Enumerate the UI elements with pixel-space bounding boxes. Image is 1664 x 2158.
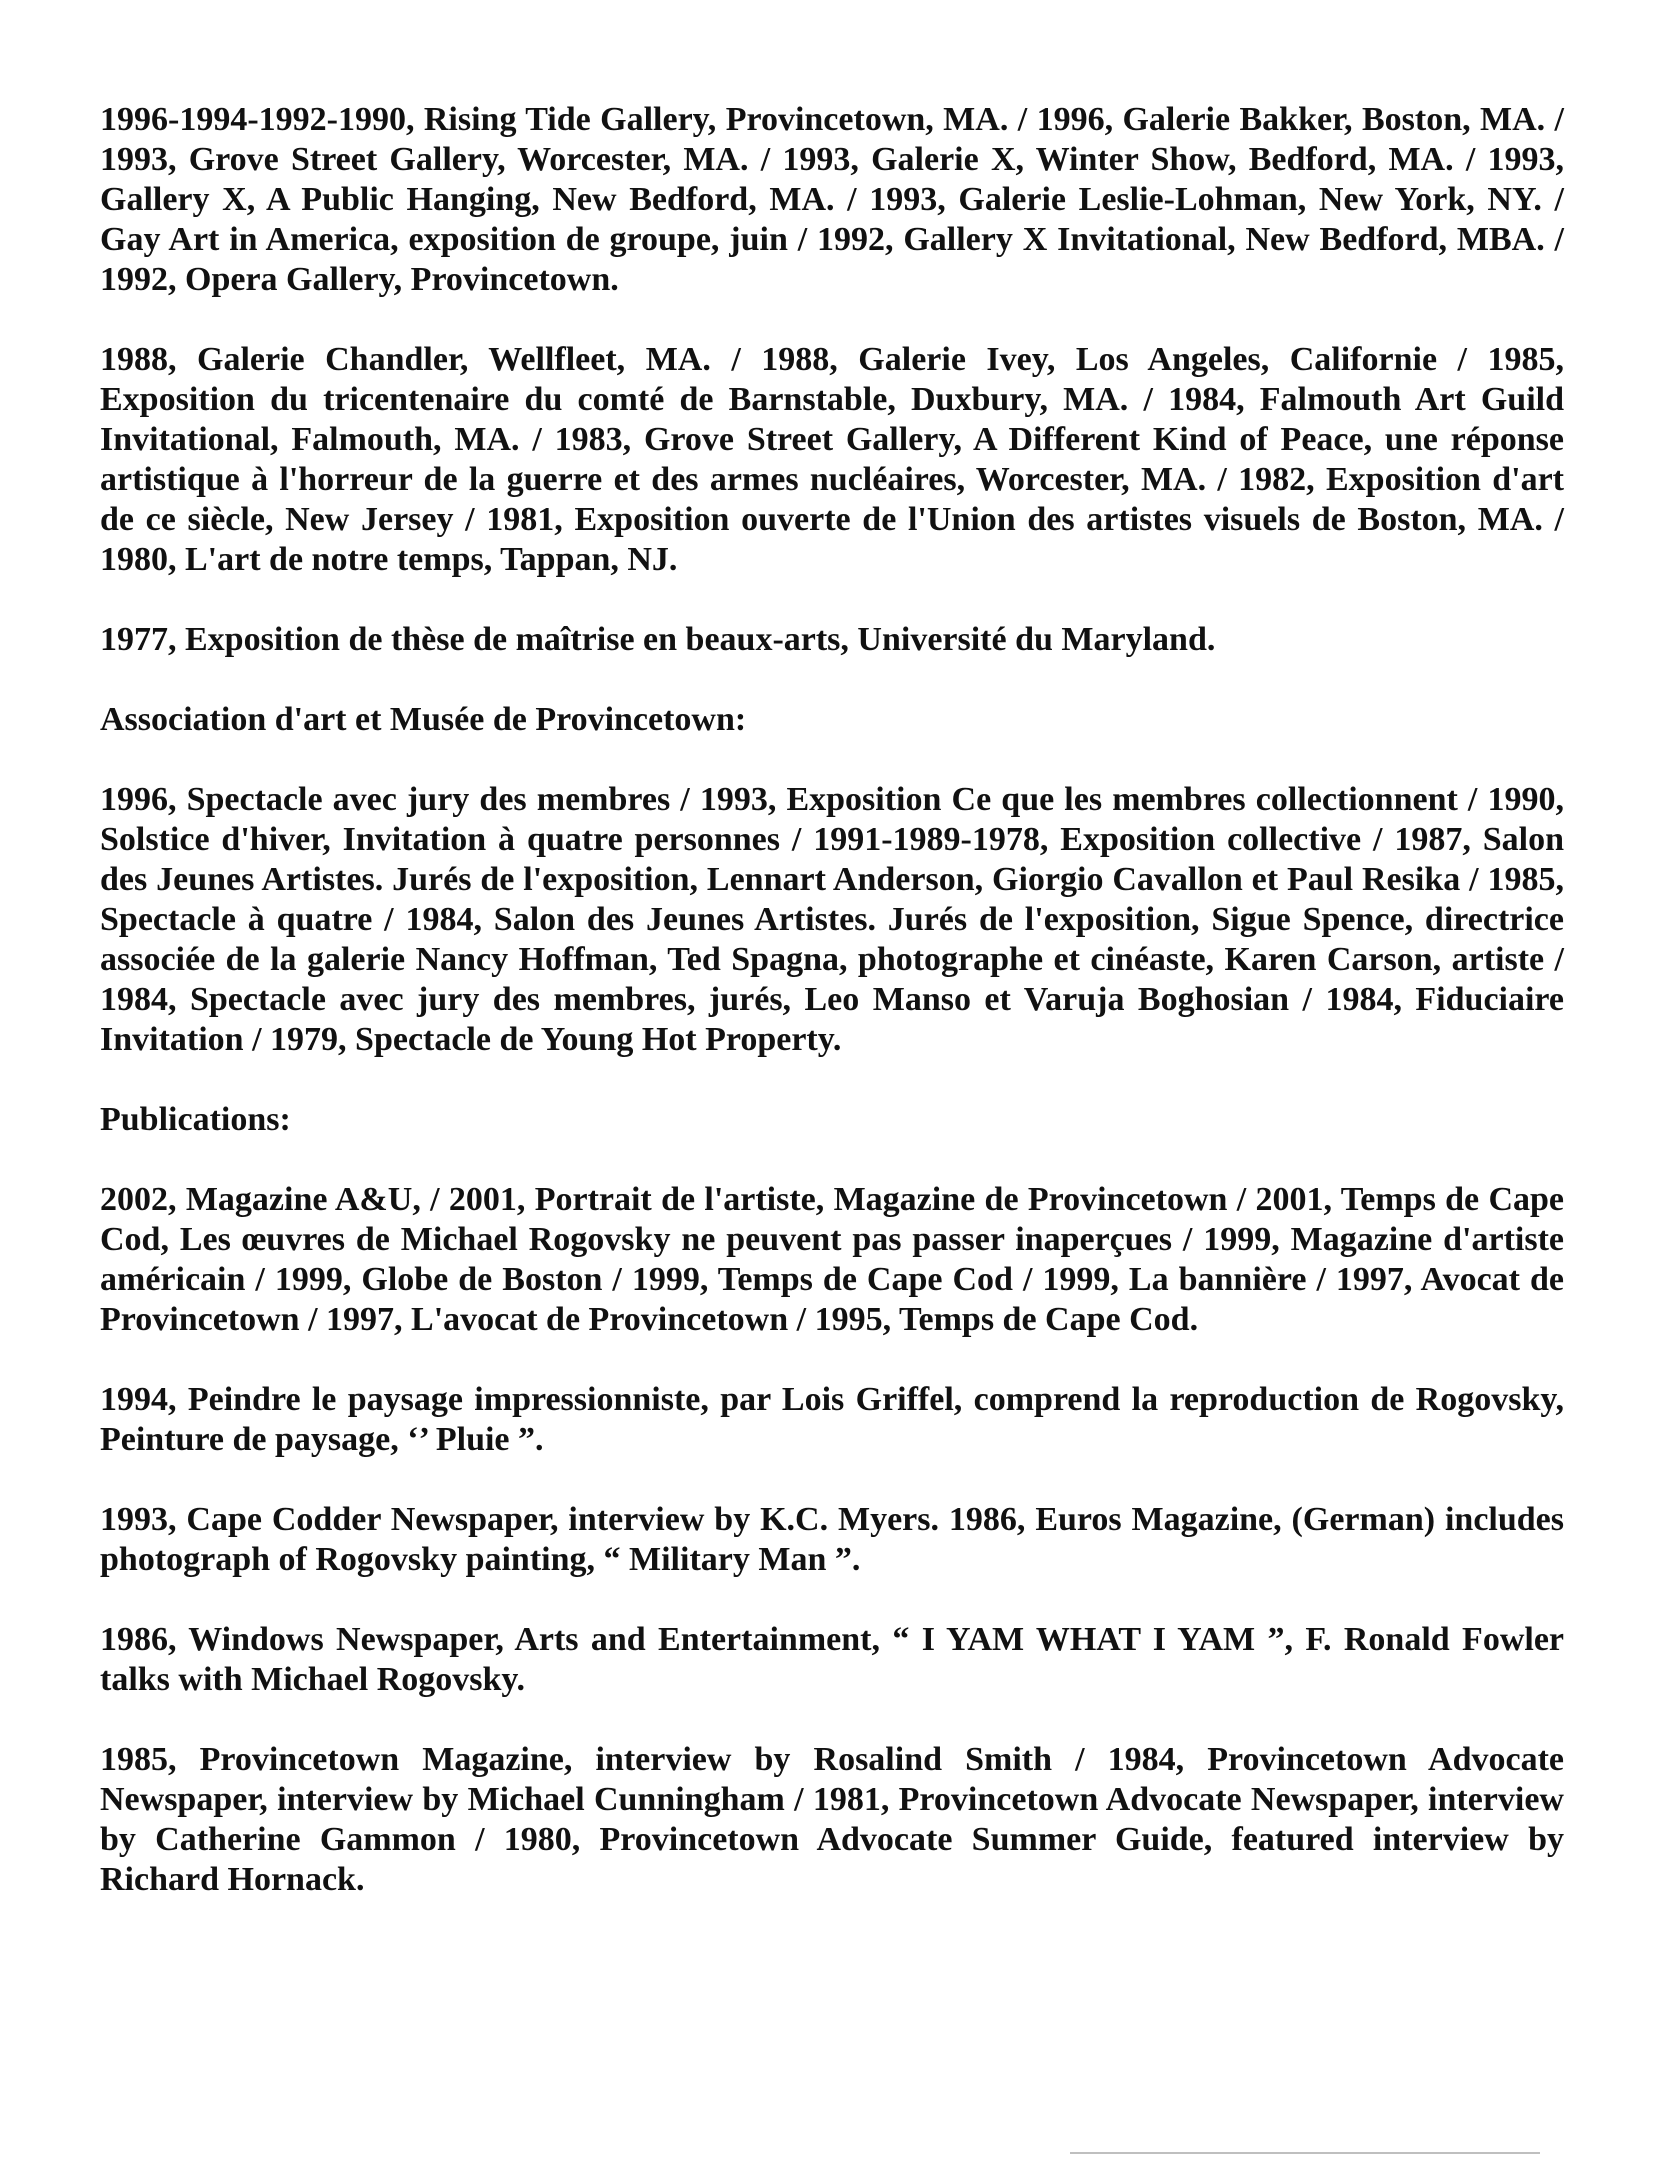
exhibitions-paragraph-1980s: 1988, Galerie Chandler, Wellfleet, MA. / 1988, Galerie Ivey, Los Angeles, Californie / 1985, Exposition du tricentenaire du comté de Barnstable, Duxbury, MA. / 1984, Falmouth Art Guild Invitational, Falmouth, MA. / 1983, Grove Street Gallery, A Different Kind of Peace, une réponse artistique à l'horreur de la guerre et des armes nucléaires, Worcester, MA. / 1982, Exposition d'art de ce siècle, New Jersey / 1981, Exposition ouverte de l'Union des artistes visuels de Boston, MA. / 1980, L'art de notre temps, Tappan, NJ. bbox=[100, 341, 1564, 578]
association-exhibitions-paragraph: 1996, Spectacle avec jury des membres / 1993, Exposition Ce que les membres collectionnent / 1990, Solstice d'hiver, Invitation à quatre personnes / 1991-1989-1978, Exposition collective / 1987, Salon des Jeunes Artistes. Jurés de l'exposition, Lennart Anderson, Giorgio Cavallon et Paul Resika / 1985, Spectacle à quatre / 1984, Salon des Jeunes Artistes. Jurés de l'exposition, Sigue Spence, directrice associée de la galerie Nancy Hoffman, Ted Spagna, photographe et cinéaste, Karen Carson, artiste / 1984, Spectacle avec jury des membres, jurés, Leo Manso et Varuja Boghosian / 1984, Fiduciaire Invitation / 1979, Spectacle de Young Hot Property. bbox=[100, 781, 1564, 1058]
exhibitions-paragraph-1990s: 1996-1994-1992-1990, Rising Tide Gallery, Provincetown, MA. / 1996, Galerie Bakker, Boston, MA. / 1993, Grove Street Gallery, Worcester, MA. / 1993, Galerie X, Winter Show, Bedford, MA. / 1993, Gallery X, A Public Hanging, New Bedford, MA. / 1993, Galerie Leslie-Lohman, New York, NY. / Gay Art in America, exposition de groupe, juin / 1992, Gallery X Invitational, New Bedford, MBA. / 1992, Opera Gallery, Provincetown. bbox=[100, 101, 1564, 298]
publications-paragraph-1985: 1985, Provincetown Magazine, interview by Rosalind Smith / 1984, Provincetown Advocate Newspaper, interview by Michael Cunningham / 1981, Provincetown Advocate Newspaper, interview by Catherine Gammon / 1980, Provincetown Advocate Summer Guide, featured interview by Richard Hornack. bbox=[100, 1741, 1564, 1898]
section-heading-association: Association d'art et Musée de Provincetown: bbox=[100, 701, 747, 738]
bottom-scan-edge-line bbox=[1070, 2152, 1540, 2154]
exhibitions-paragraph-1977: 1977, Exposition de thèse de maîtrise en beaux-arts, Université du Maryland. bbox=[100, 621, 1216, 658]
publications-paragraph-1994: 1994, Peindre le paysage impressionniste, par Lois Griffel, comprend la reproduction de Rogovsky, Peinture de paysage, ‘’ Pluie ”. bbox=[100, 1381, 1564, 1458]
section-heading-publications: Publications: bbox=[100, 1101, 291, 1138]
document-page bbox=[100, 100, 1564, 1940]
publications-paragraph-2002: 2002, Magazine A&U, / 2001, Portrait de l'artiste, Magazine de Provincetown / 2001, Temps de Cape Cod, Les œuvres de Michael Rogovsky ne peuvent pas passer inaperçues / 1999, Magazine d'artiste américain / 1999, Globe de Boston / 1999, Temps de Cape Cod / 1999, La bannière / 1997, Avocat de Provincetown / 1997, L'avocat de Provincetown / 1995, Temps de Cape Cod. bbox=[100, 1181, 1564, 1338]
publications-paragraph-1986: 1986, Windows Newspaper, Arts and Entertainment, “ I YAM WHAT I YAM ”, F. Ronald Fowler talks with Michael Rogovsky. bbox=[100, 1621, 1564, 1698]
publications-paragraph-1993: 1993, Cape Codder Newspaper, interview by K.C. Myers. 1986, Euros Magazine, (German) includes photograph of Rogovsky painting, “ Military Man ”. bbox=[100, 1501, 1564, 1578]
